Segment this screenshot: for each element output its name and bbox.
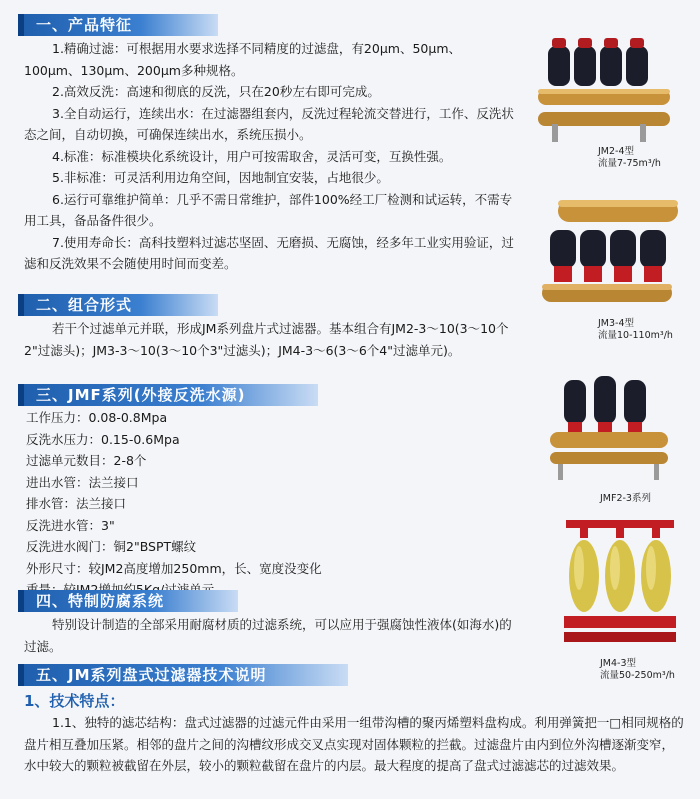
product-image-jmf2-3 (538, 366, 678, 482)
spec-backwash-inlet: 反洗进水管：3" (26, 517, 115, 533)
product-model-jmf2-3: JMF2-3系列 (600, 493, 651, 504)
section-5-banner (18, 664, 348, 686)
product-caption-jm2-4 (598, 146, 661, 170)
section-2-body (24, 318, 514, 361)
feature-5: 5.非标准：可灵活利用边角空间，因地制宜安装，占地很少。 (52, 170, 389, 185)
section-3-specs (26, 407, 506, 601)
section-3-banner (18, 384, 318, 406)
spec-filter-units: 过滤单元数目：2-8个 (26, 453, 147, 468)
product-flow-jm2-4: 流量7-75m³/h (598, 158, 661, 169)
product-image-jm2-4 (528, 34, 678, 144)
feature-2: 2.高效反洗：高速和彻底的反洗，只在20秒左右即可完成。 (52, 84, 380, 99)
section-2-banner (18, 294, 218, 316)
spec-backwash-valve: 反洗进水阀门：铜2"BSPT螺纹 (26, 539, 197, 554)
section-5-subheading: 1、技术特点： (24, 692, 125, 710)
product-model-jm2-4: JM2-4型 (598, 146, 635, 157)
section-3-title: 三、JMF系列(外接反洗水源) (36, 386, 246, 404)
feature-3: 3.全自动运行，连续出水：在过滤器组套内，反洗过程轮流交替进行，工作、反洗状态之间，自动切换，可确保连续出水，系统压损小。 (24, 105, 514, 142)
technical-feature-text: 1.1、独特的滤芯结构：盘式过滤器的过滤元件由采用一组带沟槽的聚丙烯塑料盘构成。利用弹簧把一□相同规格的盘片相互叠加压紧。相邻的盘片之间的沟槽纹形成交叉点实现对固体颗粒的拦截。过滤盘片由内到位外沟槽逐渐变窄，水中较大的颗粒被截留在外层，较小的颗粒截留在盘片的内层。最大程度的提高了盘式过滤滤芯的过滤效果。 (24, 715, 684, 773)
section-1-title: 一、产品特征 (36, 16, 133, 34)
spec-drain: 排水管：法兰接口 (26, 496, 127, 511)
feature-1: 1.精确过滤：可根据用水要求选择不同精度的过滤盘，有20μm、50μm、100μm、130μm、200μm多种规格。 (24, 41, 461, 78)
section-4-title: 四、特制防腐系统 (36, 592, 165, 610)
product-model-jm4-3: JM4-3型 (600, 658, 637, 669)
feature-7: 7.使用寿命长：高科技塑料过滤芯坚固、无磨损、无腐蚀，经多年工业实用验证，过滤和反洗效果不会随使用时间而变差。 (24, 234, 514, 271)
product-caption-jm4-3 (600, 658, 675, 682)
section-1-banner (18, 14, 218, 36)
section-2-title: 二、组合形式 (36, 296, 133, 314)
product-caption-jm3-4 (598, 318, 673, 342)
product-caption-jmf2-3 (600, 493, 651, 505)
anticorrosion-text: 特别设计制造的全部采用耐腐材质的过滤系统，可以应用于强腐蚀性液体(如海水)的过滤。 (24, 617, 512, 654)
product-model-jm3-4: JM3-4型 (598, 318, 635, 329)
product-flow-jm4-3: 流量50-250m³/h (600, 670, 675, 681)
spec-working-pressure: 工作压力：0.08-0.8Mpa (26, 410, 168, 425)
spec-dimensions: 外形尺寸：较JM2高度增加250mm，长、宽度没变化 (26, 560, 322, 576)
combination-text: 若干个过滤单元并联，形成JM系列盘片式过滤器。基本组合有JM2-3～10(3～10个2"过滤头)；JM3-3～10(3～10个3"过滤头)；JM4-3～6(3～6个4"过滤单元)。 (24, 321, 509, 358)
product-image-jm3-4 (528, 192, 688, 312)
product-flow-jm3-4: 流量10-110m³/h (598, 330, 673, 341)
section-4-body (24, 614, 514, 657)
section-5-body (24, 712, 684, 777)
section-4-banner (18, 590, 238, 612)
spec-inlet-outlet: 进出水管：法兰接口 (26, 474, 139, 490)
feature-6: 6.运行可靠维护简单：几乎不需日常维护，部件100%经工厂检测和试运转，不需专用工具，备品备件很少。 (24, 191, 513, 228)
section-1-body (24, 38, 514, 275)
feature-4: 4.标准：标准模块化系统设计，用户可按需取舍，灵活可变，互换性强。 (52, 148, 452, 164)
spec-backwash-pressure: 反洗水压力：0.15-0.6Mpa (26, 431, 180, 447)
section-5-title: 五、JM系列盘式过滤器技术说明 (36, 666, 267, 684)
product-image-jm4-3 (560, 516, 680, 646)
